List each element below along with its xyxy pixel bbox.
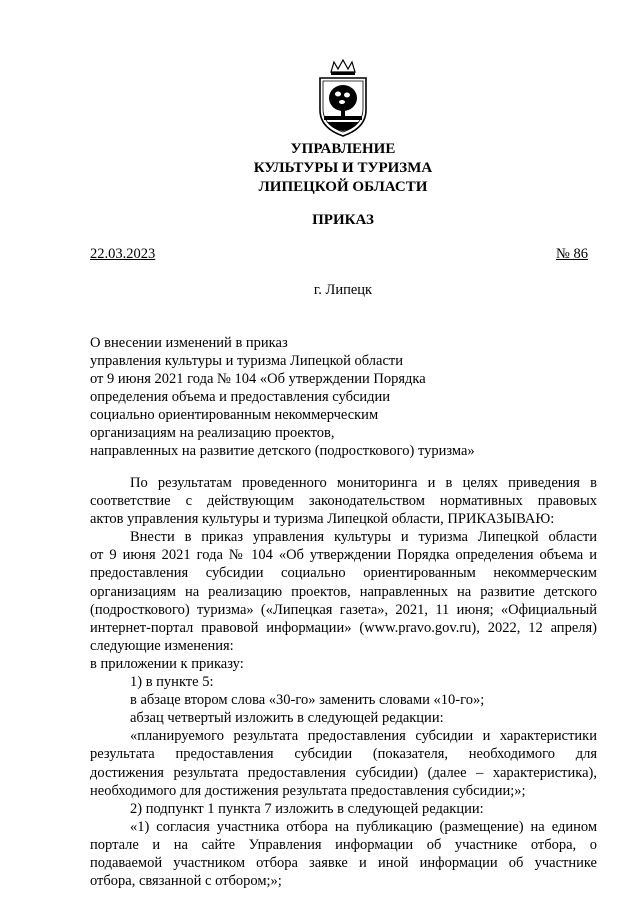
body-line: портале и на сайте Управления информации об участнике отбора, о xyxy=(90,836,597,853)
body-line: от 9 июня 2021 года № 104 «Об утверждении Порядка определения объема и xyxy=(90,547,597,564)
body-line: отбора, связанной с отбором;»; xyxy=(90,873,282,890)
body-line: «1) согласия участника отбора на публикацию (размещение) на едином xyxy=(130,818,597,835)
body-line: 1) в пункте 5: xyxy=(130,674,214,691)
body-line: абзац четвертый изложить в следующей редакции: xyxy=(130,710,444,727)
body-line: в абзаце втором слова «30-го» заменить словами «10-го»; xyxy=(130,692,485,709)
document-city: г. Липецк xyxy=(313,282,373,298)
document-type: ПРИКАЗ xyxy=(312,212,374,228)
body-line: По результатам проведенного мониторинга и в целях приведения в xyxy=(130,475,597,491)
body-line: интернет-портал правовой информации» (www.pravo.gov.ru), 2022, 12 апреля) xyxy=(90,619,597,636)
body-line: организациям на реализацию проектов, направленных на развитие детского xyxy=(90,583,597,600)
document-date: 22.03.2023 xyxy=(90,246,156,262)
body-line: достижения результата предоставления субсидии) (далее – характеристика), xyxy=(90,764,597,781)
org-name-line-2: КУЛЬТУРЫ И ТУРИЗМА xyxy=(253,160,433,176)
title-line: социально ориентированным некоммерческим xyxy=(90,407,379,423)
body-line: в приложении к приказу: xyxy=(90,655,244,672)
body-line: предоставления субсидии социально ориентированным некоммерческим xyxy=(90,565,597,582)
title-line: определения объема и предоставления субсидии xyxy=(90,389,391,405)
body-line: 2) подпункт 1 пункта 7 изложить в следующей редакции: xyxy=(130,800,484,817)
document-number: № 86 xyxy=(556,246,588,262)
body-line: подаваемой участником отбора заявке и иной информации об участнике xyxy=(90,854,597,871)
org-name-line-3: ЛИПЕЦКОЙ ОБЛАСТИ xyxy=(258,179,428,195)
document-title xyxy=(90,334,550,460)
title-line: О внесении изменений в приказ xyxy=(90,335,288,351)
body-line: следующие изменения: xyxy=(90,637,234,654)
coat-of-arms-icon xyxy=(314,58,372,138)
body-line: Внести в приказ управления культуры и туризма Липецкой области xyxy=(130,529,597,546)
body-line: результата предоставления субсидии (показателя, необходимого для xyxy=(90,746,597,763)
title-line: направленных на развитие детского (подросткового) туризма» xyxy=(90,443,475,459)
document-body xyxy=(90,474,597,890)
title-line: управления культуры и туризма Липецкой области xyxy=(90,353,404,369)
body-line: соответствие с действующим законодательством нормативных правовых xyxy=(90,493,597,510)
title-line: организациям на реализацию проектов, xyxy=(90,425,335,441)
title-line: от 9 июня 2021 года № 104 «Об утверждении Порядка xyxy=(90,371,426,387)
body-line: «планируемого результата предоставления субсидии и характеристики xyxy=(130,728,597,745)
body-line: актов управления культуры и туризма Липецкой области, ПРИКАЗЫВАЮ: xyxy=(90,511,555,528)
org-name-line-1: УПРАВЛЕНИЕ xyxy=(290,141,396,157)
body-line: необходимого для достижения результата предоставления субсидии;»; xyxy=(90,782,526,799)
body-line: (подросткового) туризма» («Липецкая газета», 2021, 11 июня; «Официальный xyxy=(90,601,597,618)
